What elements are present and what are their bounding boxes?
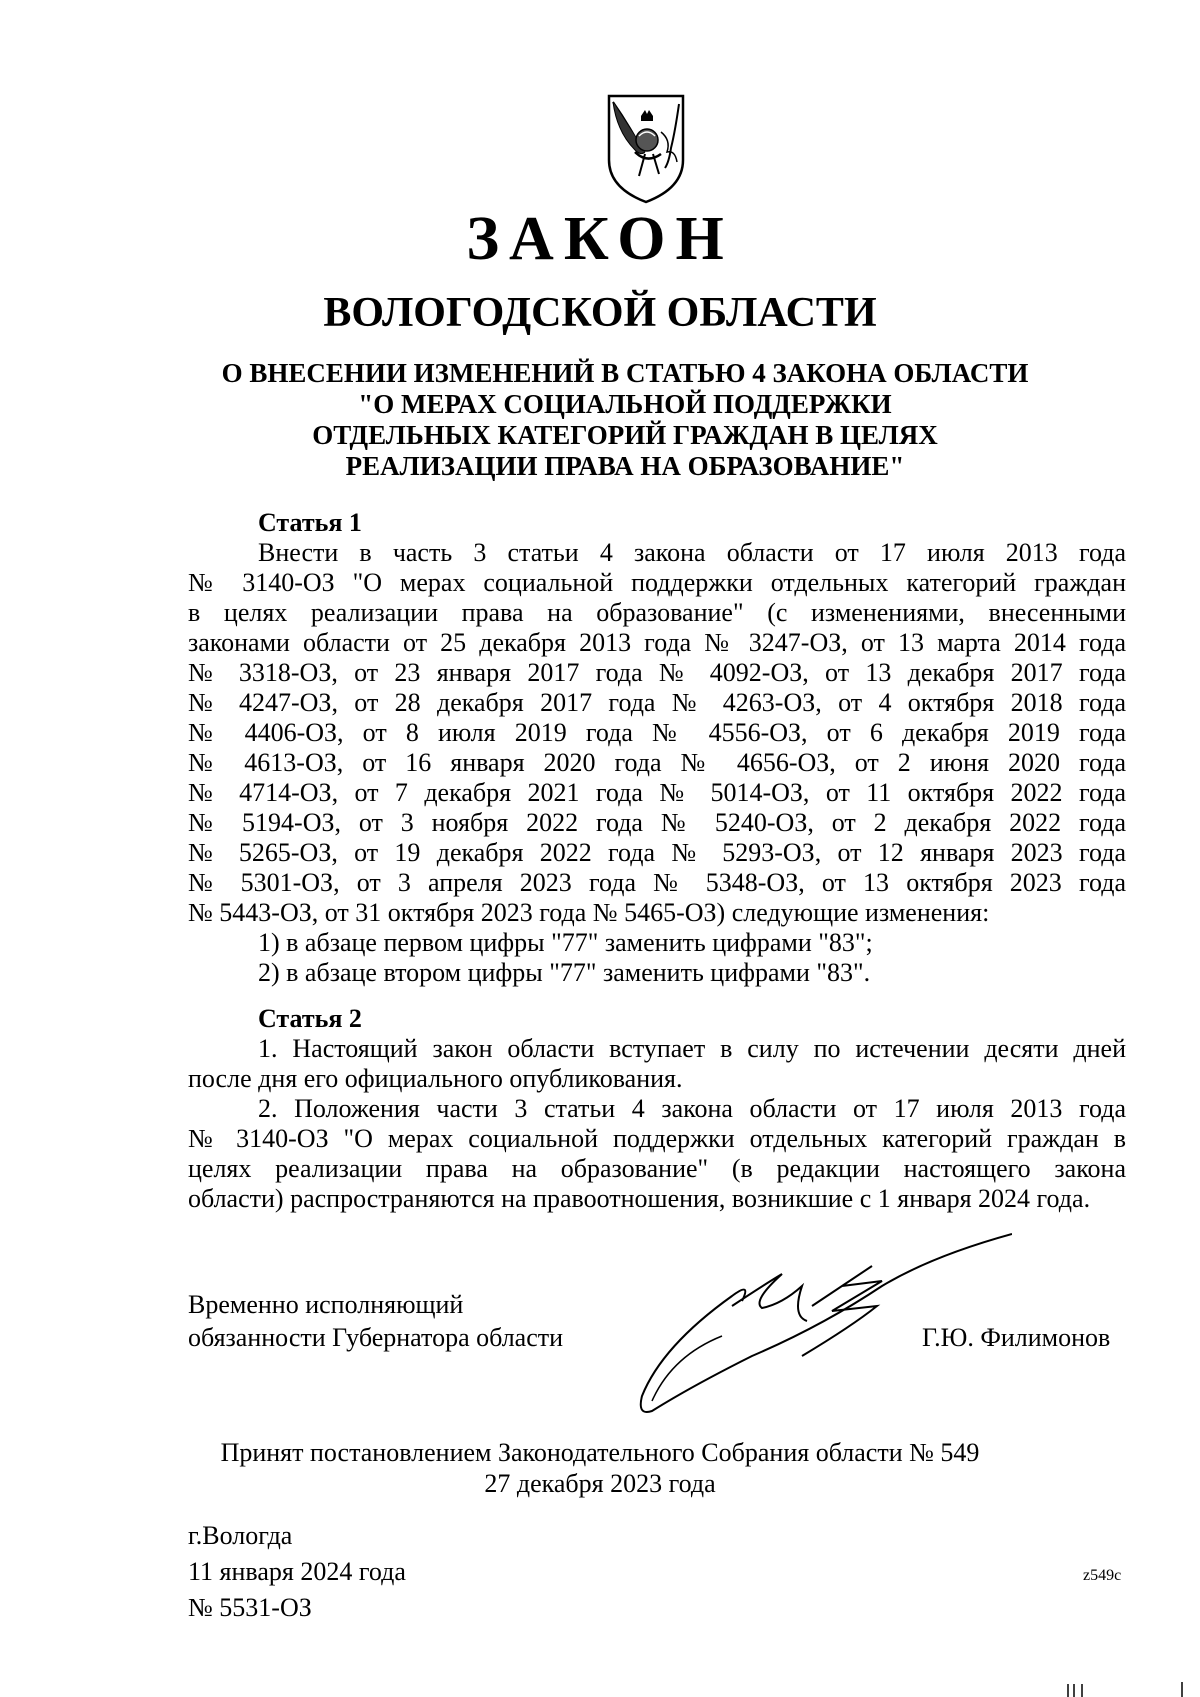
adoption-date: 27 декабря 2023 года: [484, 1469, 716, 1498]
article-1-line: № 4406-ОЗ, от 8 июля 2019 года № 4556-ОЗ, от 6 декабря 2019 года: [188, 718, 1126, 747]
law-subject: [160, 358, 1090, 482]
article-1: [188, 508, 1126, 988]
article-1-line: № 4714-ОЗ, от 7 декабря 2021 года № 5014-ОЗ, от 11 октября 2022 года: [188, 778, 1126, 807]
scan-marks: [1066, 1680, 1186, 1697]
subject-line: РЕАЛИЗАЦИИ ПРАВА НА ОБРАЗОВАНИЕ": [345, 451, 905, 481]
article-1-line: № 5301-ОЗ, от 3 апреля 2023 года № 5348-ОЗ, от 13 октября 2023 года: [188, 868, 1126, 897]
article-2-line: 2. Положения части 3 статьи 4 закона области от 17 июля 2013 года: [258, 1094, 1126, 1123]
article-2-line: 1. Настоящий закон области вступает в силу по истечении десяти дней: [258, 1034, 1126, 1063]
article-1-line: № 4613-ОЗ, от 16 января 2020 года № 4656-ОЗ, от 2 июня 2020 года: [188, 748, 1126, 777]
article-2-line: области) распространяются на правоотношения, возникшие с 1 января 2024 года.: [188, 1184, 1091, 1213]
law-title: ЗАКОН: [466, 205, 734, 273]
article-2-line: № 3140-ОЗ "О мерах социальной поддержки отдельных категорий граждан в: [188, 1124, 1126, 1153]
article-1-line: законами области от 25 декабря 2013 года № 3247-ОЗ, от 13 марта 2014 года: [188, 628, 1126, 657]
article-1-line: № 5194-ОЗ, от 3 ноября 2022 года № 5240-ОЗ, от 2 декабря 2022 года: [188, 808, 1126, 837]
law-date: 11 января 2024 года: [188, 1557, 406, 1586]
signatory-position-line: обязанности Губернатора области: [188, 1323, 564, 1352]
adoption-note: [0, 1437, 1200, 1499]
adoption-line: Принят постановлением Законодательного Собрания области № 549: [220, 1438, 980, 1467]
signatory-name: Г.Ю. Филимонов: [922, 1323, 1111, 1352]
article-1-line: Внести в часть 3 статьи 4 закона области от 17 июля 2013 года: [258, 538, 1126, 567]
article-1-line: № 3140-ОЗ "О мерах социальной поддержки отдельных категорий граждан: [188, 568, 1126, 597]
subject-line: ОТДЕЛЬНЫХ КАТЕГОРИЙ ГРАЖДАН В ЦЕЛЯХ: [312, 420, 938, 450]
article-2-line: после дня его официального опубликования.: [188, 1064, 683, 1093]
subject-line: О ВНЕСЕНИИ ИЗМЕНЕНИЙ В СТАТЬЮ 4 ЗАКОНА ОБЛАСТИ: [221, 358, 1029, 388]
law-region: ВОЛОГОДСКОЙ ОБЛАСТИ: [323, 290, 877, 336]
signatory-position: [188, 1288, 563, 1354]
coat-of-arms-emblem: [605, 92, 687, 204]
document-code: z549c: [1083, 1567, 1122, 1584]
article-1-line: № 5265-ОЗ, от 19 декабря 2022 года № 5293-ОЗ, от 12 января 2023 года: [188, 838, 1126, 867]
subject-line: "О МЕРАХ СОЦИАЛЬНОЙ ПОДДЕРЖКИ: [358, 389, 892, 419]
city: г.Вологда: [188, 1521, 293, 1550]
article-1-line: № 5443-ОЗ, от 31 октября 2023 года № 5465-ОЗ) следующие изменения:: [188, 898, 990, 927]
article-2-heading: Статья 2: [258, 1004, 362, 1033]
article-2: [188, 1004, 1126, 1214]
article-2-line: целях реализации права на образование" (в редакции настоящего закона: [188, 1154, 1126, 1183]
law-number: № 5531-ОЗ: [188, 1593, 312, 1622]
article-1-line: в целях реализации права на образование" (с изменениями, внесенными: [188, 598, 1126, 627]
article-1-item: 2) в абзаце втором цифры "77" заменить цифрами "83".: [258, 958, 871, 987]
article-1-heading: Статья 1: [258, 508, 362, 537]
signatory-position-line: Временно исполняющий: [188, 1290, 464, 1319]
article-1-line: № 4247-ОЗ, от 28 декабря 2017 года № 4263-ОЗ, от 4 октября 2018 года: [188, 688, 1126, 717]
article-1-item: 1) в абзаце первом цифры "77" заменить цифрами "83";: [258, 928, 873, 957]
article-1-line: № 3318-ОЗ, от 23 января 2017 года № 4092-ОЗ, от 13 декабря 2017 года: [188, 658, 1126, 687]
law-requisites: [188, 1518, 406, 1626]
